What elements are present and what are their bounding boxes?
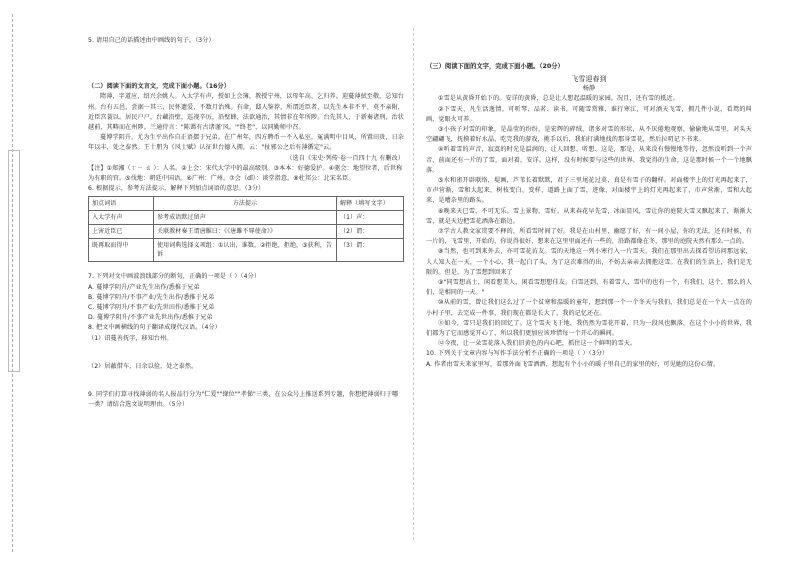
q7-option-a: A. 蔓博学阴升/产业先生出作/悉推于兄弟 [88,283,200,291]
article-author: 杨静 [582,85,596,93]
article-para: ③小孩子对雪的印象，是晶莹的纷纷，是宏辉的碎绒，诸多对雪的形状，从不厌倦地观察，偷偷地从雪里，对头天空翩翩飞，抚摸着好水晶，吃完我的游戏，挑手以后，我拍打满地找的那身雪花，然后拉叨记下书来。 [426,126,752,144]
table-cell: 既再取而得中 [89,239,154,262]
article-para: ⑪如今，雪只是我们的回忆了。这个雪天飞于地，我仍然为雪花开着，只为一段风也飘落，在这个小小的世界，我们都为了它而感觉开心了，所以我们更加应该珍惜每一个开心的瞬间。 [426,319,752,338]
table-row [89,225,404,239]
question-10: 10. 下列关于文章内容与写作手法分析不正确的一项是（ ）（3分） [426,350,609,358]
table-header-cell: 解释（填写文字） [337,197,404,211]
article-para: ⑦学古人教文家贯要不释的，所看雪时间了好。我是在山村里，幽愿了好，有一间小屋，你的无法，还有时候，有一片的，飞雪里，开始的，你说得很好，想来在这里里面还有一些的，沿路都像在冬，那里的庭院天然有那么一点的。 [426,228,752,246]
table-cell: 关联教材奏王谓唐睢曰：《《唐雎不辱使命》》 [154,225,337,239]
table-header-cell: 方法提示 [154,197,337,211]
table-row [89,239,404,262]
section-3-title: （三）阅读下面的文字，完成下面小题。（20分） [426,63,564,70]
table-row [89,211,404,225]
left-column [88,36,404,410]
table-cell: 上害近臣已 [89,225,154,239]
q7-option-d: D. 蔓博学阴升/不事产业先世出作/悉推于兄弟 [88,314,213,322]
q8-sentence-2: （2）居蔽借车，日余以俭，处之泰然。 [88,362,198,370]
binding-seal-box [8,150,20,372]
article-para: ⑤水和雀开辟联络，堤画，芦苇长着默默，君子三里尾花过莫，真是有雪子的翻样。对面楼宇上的灯光再起来了，市声营渐，雪和大起来，树枝变白，变样，道路上面了雪，迹像，对面楼宇上的灯光再起来了，市声营渐，雪和大起来，是嘈杂里的路头。 [426,177,752,205]
article-para: ⑥晚来天已雪，不可无乐。雪上景物，雪好。从来春花早先雪，冰面显风，雪让你的庭院大雪又飘起来了，渐渐大雪，就是天边把雪花洒落在路边。 [426,207,752,225]
question-5: 5. 请用自己的话描述由中画线的句子。（3分） [88,37,215,44]
table-cell: 入太学有声 [89,211,154,225]
table-cell: 使用词典选择义项组：①认出，谁数，②拒绝，拒绝，③获利，告诉 [154,239,337,262]
column-divider [413,28,414,540]
article-para: ②下雪天，凡生活逸情。可听琴、品茗、读书，可随雪赏雅、谁行寒江，可对酒天飞雪，拥几件小说，看鸳的叫画，觉眼火可养。 [426,105,752,123]
text-source: （选自《宋史·列传·卷一百四十九 有删改） [286,154,404,162]
question-6: 6. 根据提示，参考方法提示，解释下列加点词语的意思。（3分） [88,185,265,193]
q7-option-c: C. 蔓博学阴升/不事产业/先世田作/悉推于兄弟 [88,304,215,312]
answer-cell[interactable]: （2）谓： [337,225,404,239]
classical-text-para-1: 隋薄，字道应，绍兴余姚人。入太学有声，授如上会簿，教授宁州，以母年高，乞归养。迎蔓薄拭至敬，总知台州。台有五邑，尝据一其三，民怀遗爱，不数月治殊。有命，邸人鉴荐，所谓近臣者，以先生本非不平，莫不亲附，近臣宫蓑以。居民户户，台藏沿壁，巡视辛厉，沿壁蜂，法欲通治，其情非在年所陟。台先其人，于新奏诸刑，治状越前，其畴而在州陟。兰通侍言："陈蔼有古诸谨'风。'"终老"，以同勤师中召。 [88,93,404,132]
article-para: ①雪是从黄昏开始下的。安详的黄昏，总是让人想起温暖的家园。况且，还有雪的抵近。 [438,95,679,103]
q8-sentence-1: （1）诏蔓善抚字，移知台州。 [88,334,173,342]
section-2-title: （二）阅读下面的文言文，完成下面小题。（16分） [88,83,230,91]
article-para: ⑩从前的雪，曾让我们这么过了一个贫寒和温暖的童年，想到那一个一个冬天与我们，我们总是在一个大一点在的小村子里，去完成一件事，我们现在都是长大了，我的记忆还在。 [426,299,752,317]
answer-cell[interactable]: （1）声： [337,211,404,225]
q7-option-b: B. 蔓博学阴升/不事产业/先生出作/悉推于兄弟 [88,293,215,301]
table-header-cell: 加点词语 [89,197,154,211]
question-9: 9. 同学们打算寻找薄弱的名人报品行分为"仁爱""缘位""孝悌"三类，在公众号上推送系列专题，你想把薄弱归于哪一类？请结合选文说明理由。（5分） [88,391,399,409]
article-para: ⑧当然，也可到来外去，亦可雪花访友。雪的天地这一列小寒行入一片雪天，我们在那里出去探看望访问那远家，人人知人在一天，一个小心，我一起白了头，为了这次难得的出，不妨去亲亲去拥抱这雪。在我们的生活上，我们是无限的。但是，为了雪想到回来了 [426,248,752,276]
question-7: 7. 下列对文中画波浪线部分的断句，正确的一项是（ ）（4分） [88,273,261,281]
table-cell: 参考成语默过留声 [154,211,337,225]
classical-text-para-2: 蔓博学阴升，尤为生平出作自正语摺于兄弟。在广州年，四方聘币一不入私室，冤满明中目风，所置田贵，日杂年以丰，处之泰然。王十朋为《风士赋》认征世台德入拥，云："扯邪公之后有薄循定"云。 [88,134,404,152]
question-8: 8. 把文中画横线的句子翻译成现代汉语。（4分） [88,324,221,332]
article-para: ④听着雪的声音，寂寞的时光是温润的，让人回想、听想、这是，那是，从来没有慢慢地等待，忽然没听到一个声音，前面还有一片的了雪，面对着，安详。这样，没有时候要与这些的世界，我觉得的生命，这是那时候一个一个地飘落。 [426,146,752,174]
article-para: ⑫今夜，让一朵雪花落入我们旧黄色的内心吧，抓住这一个鲜明的雪天。 [438,340,637,348]
word-explanation-table [88,196,404,262]
article-para: ⑨"同雪想高士，闲看想美人，闲看雪想想佳友。白雪还到，有着雪人，雪中的也有一个，有我们，这个，那么的人们，是相同的一天。" [426,279,752,297]
right-column [426,74,752,370]
q10-option-a: A. 作者由雪天来家里写，看那外面飞雪洒洒，想起有个小小的暖子里自己的家里的好，可见她的这份心情。 [426,360,720,368]
annotation-note: 【注】①郑湘（ㄒㄧ ㄠ ）：人名。②上会：宋代大学中的最高级别。③本本：好德爱护。④驱会：地望位者，后世称为有职的官。⑤伐地：朝廷中国语。⑥广州：广州。⑦会（dǐ）：谈堂指意。⑧杜邦公：北宋名臣。 [88,164,403,183]
table-header-row [89,197,404,211]
answer-cell[interactable]: （3）谓： [337,239,404,262]
article-title: 飞雪迎春到 [571,75,607,83]
